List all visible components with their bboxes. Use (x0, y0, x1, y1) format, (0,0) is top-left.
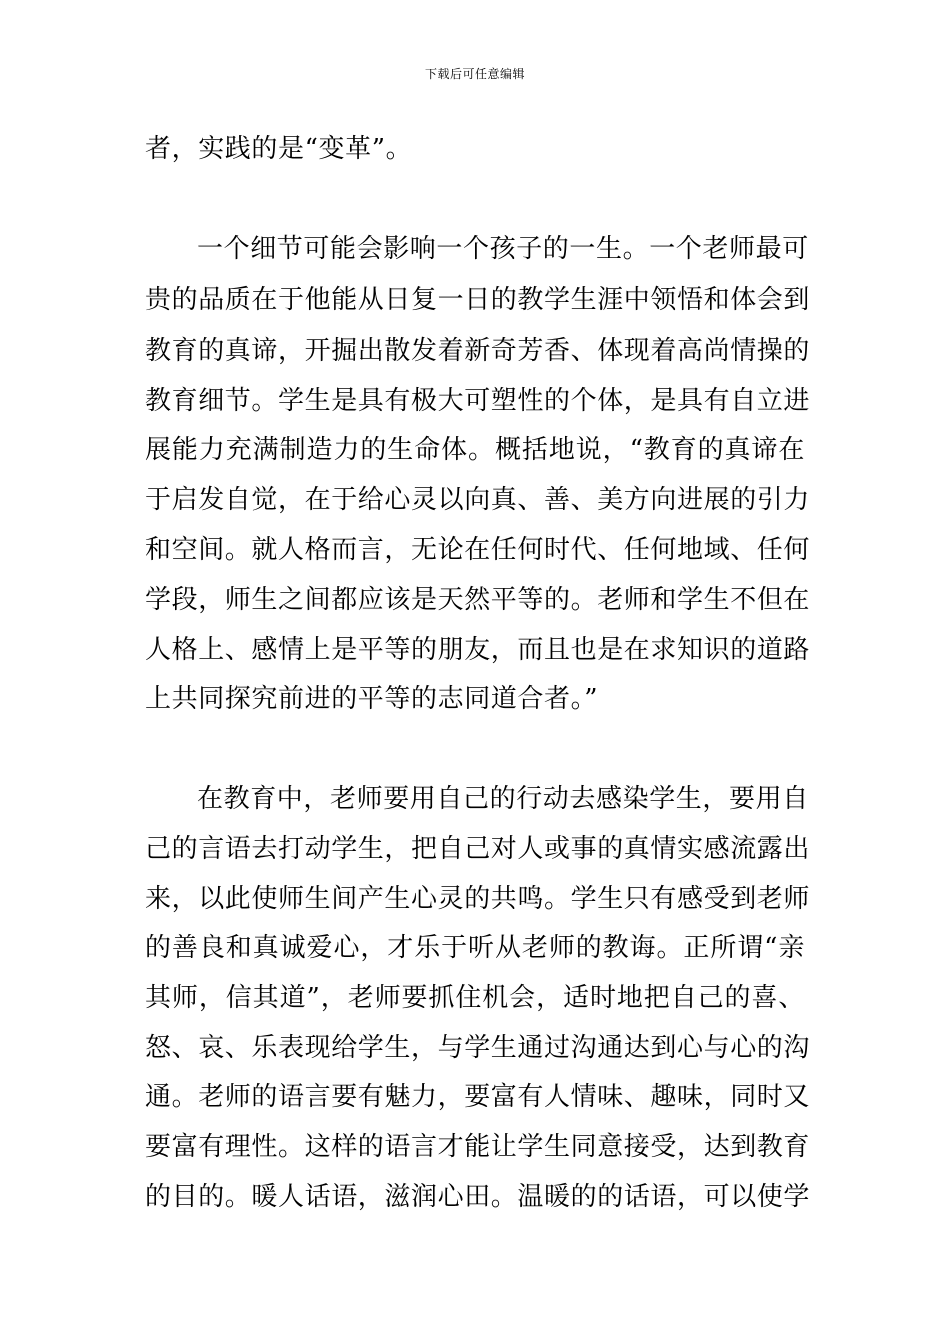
text-line: 要富有理性。这样的语言才能让学生同意接受，达到教育 (145, 1132, 811, 1162)
text-line: 一个细节可能会影响一个孩子的一生。一个老师最可 (197, 234, 809, 264)
page-header: 下载后可任意编辑 (424, 67, 525, 81)
text-line: 人格上、感情上是平等的朋友，而且也是在求知识的道路 (145, 635, 811, 665)
text-line: 者，实践的是“变革”。 (145, 134, 413, 164)
text-line: 通。老师的语言要有魅力，要富有人情味、趣味，同时又 (145, 1082, 811, 1112)
text-line: 怒、哀、乐表现给学生，与学生通过沟通达到心与心的沟 (145, 1033, 811, 1063)
text-line: 的目的。暖人话语，滋润心田。温暖的的话语，可以使学 (145, 1182, 811, 1212)
text-line: 来，以此使师生间产生心灵的共鸣。学生只有感受到老师 (145, 884, 811, 914)
text-line: 教育细节。学生是具有极大可塑性的个体，是具有自立进 (145, 386, 811, 416)
text-line: 己的言语去打动学生，把自己对人或事的真情实感流露出 (145, 834, 811, 864)
text-line: 和空间。就人格而言，无论在任何时代、任何地域、任何 (145, 535, 811, 565)
text-line: 其师，信其道”，老师要抓住机会，适时地把自己的喜、 (145, 983, 805, 1013)
text-line: 教育的真谛，开掘出散发着新奇芳香、体现着高尚情操的 (145, 336, 811, 366)
text-line: 的善良和真诚爱心，才乐于听从老师的教诲。正所谓“亲 (145, 933, 805, 963)
text-line: 贵的品质在于他能从日复一日的教学生涯中领悟和体会到 (145, 285, 811, 315)
text-line: 在教育中，老师要用自己的行动去感染学生，要用自 (197, 784, 809, 814)
text-line: 上共同探究前进的平等的志同道合者。” (145, 684, 599, 714)
text-line: 于启发自觉，在于给心灵以向真、善、美方向进展的引力 (145, 485, 811, 515)
text-line: 展能力充满制造力的生命体。概括地说，“教育的真谛在 (145, 435, 805, 465)
text-line: 学段，师生之间都应该是天然平等的。老师和学生不但在 (145, 585, 811, 615)
